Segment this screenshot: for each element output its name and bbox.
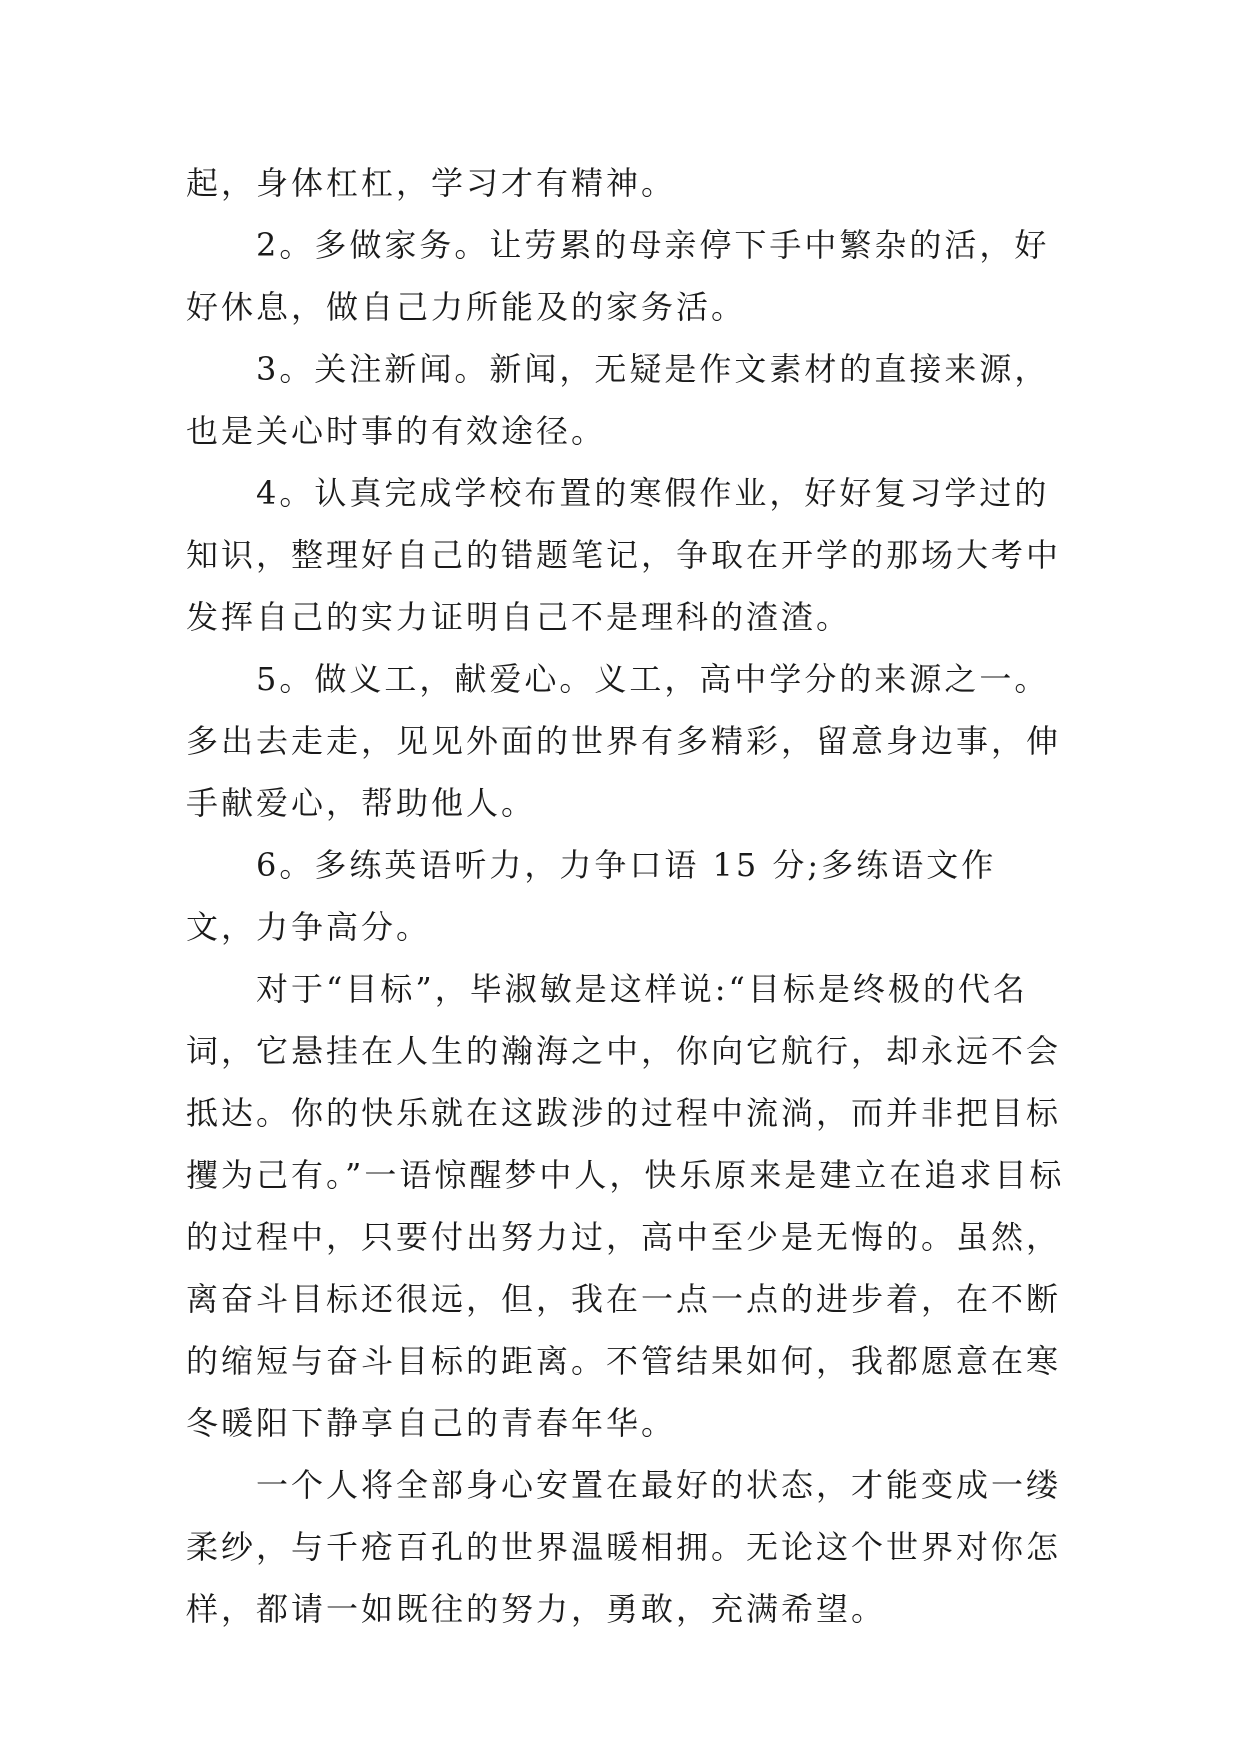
paragraph-item-2: 2。多做家务。让劳累的母亲停下手中繁杂的活，好好休息，做自己力所能及的家务活。 [186,226,1050,326]
paragraph-goal-quote: 对于“目标”，毕淑敏是这样说:“目标是终极的代名词，它悬挂在人生的瀚海之中，你向它航行，却永远不会抵达。你的快乐就在这跋涉的过程中流淌，而并非把目标攫为己有。”一语惊醒梦中人，快乐原来是建立在追求目标的过程中，只要付出努力过，高中至少是无悔的。虽然，离奋斗目标还很远，但，我在一点一点的进步着，在不断的缩短与奋斗目标的距离。不管结果如何，我都愿意在寒冬暖阳下静享自己的青春年华。 [186,970,1065,1442]
paragraph-item-4: 4。认真完成学校布置的寒假作业，好好复习学过的知识，整理好自己的错题笔记，争取在开学的那场大考中发挥自己的实力证明自己不是理科的渣渣。 [186,474,1062,636]
paragraph-item-5: 5。做义工，献爱心。义工，高中学分的来源之一。多出去走走，见见外面的世界有多精彩，留意身边事，伸手献爱心，帮助他人。 [186,660,1062,822]
document-body [186,152,1066,1640]
paragraph-continuation: 起，身体杠杠，学习才有精神。 [186,164,677,202]
paragraph-item-6: 6。多练英语听力，力争口语 15 分;多练语文作文，力争高分。 [186,846,997,946]
paragraph-conclusion: 一个人将全部身心安置在最好的状态，才能变成一缕柔纱，与千疮百孔的世界温暖相拥。无论这个世界对你怎样，都请一如既往的努力，勇敢，充满希望。 [186,1466,1062,1628]
paragraph-item-3: 3。关注新闻。新闻，无疑是作文素材的直接来源，也是关心时事的有效途径。 [186,350,1050,450]
